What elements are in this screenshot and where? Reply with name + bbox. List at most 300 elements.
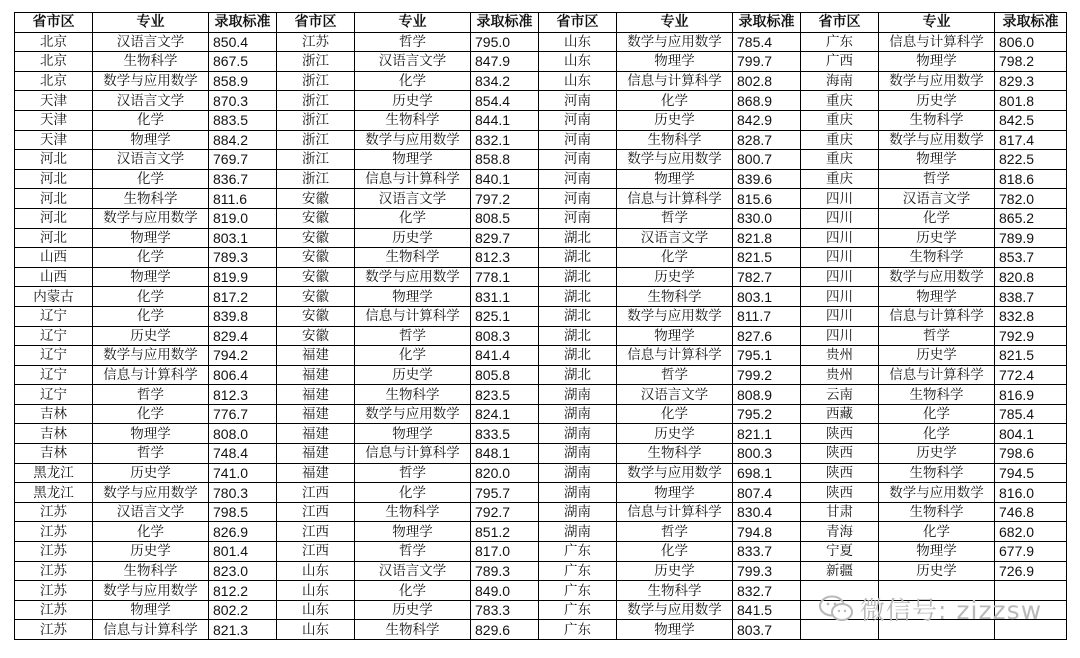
province-cell: 四川: [801, 326, 879, 346]
major-cell: 生物科学: [355, 620, 471, 640]
province-cell: 江苏: [15, 542, 93, 562]
score-cell: 698.1: [733, 463, 801, 483]
table-row: [15, 150, 1067, 170]
province-cell: 河北: [15, 208, 93, 228]
major-cell: 物理学: [355, 522, 471, 542]
province-cell: 湖北: [539, 228, 617, 248]
major-cell: 物理学: [617, 169, 733, 189]
score-cell: 829.6: [471, 620, 539, 640]
major-cell: 汉语言文学: [355, 52, 471, 72]
table-row: [15, 306, 1067, 326]
province-cell: 福建: [277, 365, 355, 385]
major-cell: 数学与应用数学: [879, 71, 995, 91]
score-cell: 682.0: [995, 522, 1067, 542]
watermark-text: 微信号: zizzsw: [860, 596, 1043, 625]
major-cell: 汉语言文学: [355, 189, 471, 209]
score-cell: 847.9: [471, 52, 539, 72]
score-cell: 800.3: [733, 444, 801, 464]
province-cell: 福建: [277, 404, 355, 424]
major-cell: 物理学: [617, 620, 733, 640]
score-cell: 801.4: [209, 542, 277, 562]
table-row: [15, 110, 1067, 130]
province-cell: 内蒙古: [15, 287, 93, 307]
province-cell: 福建: [277, 385, 355, 405]
table-row: [15, 130, 1067, 150]
major-cell: 数学与应用数学: [93, 71, 209, 91]
province-cell: 河北: [15, 189, 93, 209]
score-cell: 808.9: [733, 385, 801, 405]
score-cell: 853.7: [995, 248, 1067, 268]
admission-score-table: [14, 12, 1067, 640]
province-cell: 云南: [801, 385, 879, 405]
wechat-icon: [818, 595, 854, 623]
major-cell: 物理学: [617, 52, 733, 72]
table-header-row: [15, 13, 1067, 33]
major-cell: 数学与应用数学: [879, 483, 995, 503]
table-row: [15, 169, 1067, 189]
major-cell: 物理学: [93, 267, 209, 287]
score-cell: 832.1: [471, 130, 539, 150]
province-cell: 江西: [277, 483, 355, 503]
province-cell: 辽宁: [15, 306, 93, 326]
province-cell: 江苏: [15, 600, 93, 620]
score-cell: 798.6: [995, 444, 1067, 464]
province-cell: 河北: [15, 150, 93, 170]
score-cell: 795.0: [471, 32, 539, 52]
province-cell: 安徽: [277, 189, 355, 209]
province-cell: 浙江: [277, 110, 355, 130]
major-cell: 数学与应用数学: [355, 404, 471, 424]
score-cell: 785.4: [733, 32, 801, 52]
score-cell: 867.5: [209, 52, 277, 72]
major-cell: 汉语言文学: [355, 561, 471, 581]
table-row: [15, 32, 1067, 52]
province-cell: 湖南: [539, 385, 617, 405]
major-cell: 生物科学: [355, 248, 471, 268]
major-cell: 数学与应用数学: [879, 130, 995, 150]
major-cell: 生物科学: [355, 385, 471, 405]
major-cell: 生物科学: [617, 581, 733, 601]
province-cell: 广东: [539, 542, 617, 562]
major-cell: 化学: [93, 404, 209, 424]
province-cell: 安徽: [277, 287, 355, 307]
province-cell: 湖南: [539, 424, 617, 444]
score-cell: 842.9: [733, 110, 801, 130]
major-cell: 物理学: [617, 326, 733, 346]
score-cell: 884.2: [209, 130, 277, 150]
province-cell: 浙江: [277, 71, 355, 91]
province-cell: 安徽: [277, 267, 355, 287]
column-header: 专业: [879, 13, 995, 33]
score-cell: 815.6: [733, 189, 801, 209]
score-cell: 823.5: [471, 385, 539, 405]
province-cell: 广东: [539, 600, 617, 620]
score-cell: 829.4: [209, 326, 277, 346]
major-cell: 生物科学: [879, 248, 995, 268]
score-cell: 844.1: [471, 110, 539, 130]
score-cell: 789.3: [209, 248, 277, 268]
major-cell: 历史学: [617, 424, 733, 444]
major-cell: 汉语言文学: [617, 385, 733, 405]
major-cell: 历史学: [355, 228, 471, 248]
major-cell: 历史学: [355, 600, 471, 620]
table-row: [15, 542, 1067, 562]
score-cell: 831.1: [471, 287, 539, 307]
score-cell: 782.7: [733, 267, 801, 287]
province-cell: 安徽: [277, 208, 355, 228]
score-cell: 832.7: [733, 581, 801, 601]
province-cell: 浙江: [277, 130, 355, 150]
table-row: [15, 71, 1067, 91]
major-cell: 生物科学: [617, 444, 733, 464]
province-cell: 湖北: [539, 267, 617, 287]
major-cell: 化学: [93, 306, 209, 326]
major-cell: 汉语言文学: [879, 189, 995, 209]
major-cell: 物理学: [879, 150, 995, 170]
score-cell: 778.1: [471, 267, 539, 287]
province-cell: 河北: [15, 169, 93, 189]
province-cell: 福建: [277, 424, 355, 444]
province-cell: 四川: [801, 287, 879, 307]
column-header: 录取标准: [733, 13, 801, 33]
province-cell: 山西: [15, 267, 93, 287]
major-cell: 哲学: [879, 169, 995, 189]
score-cell: 799.3: [733, 561, 801, 581]
major-cell: 数学与应用数学: [617, 150, 733, 170]
major-cell: 哲学: [879, 326, 995, 346]
major-cell: 生物科学: [617, 287, 733, 307]
score-cell: 816.9: [995, 385, 1067, 405]
major-cell: 汉语言文学: [93, 32, 209, 52]
province-cell: 广东: [539, 620, 617, 640]
province-cell: 江苏: [15, 502, 93, 522]
score-cell: 800.7: [733, 150, 801, 170]
province-cell: 河北: [15, 228, 93, 248]
major-cell: 历史学: [879, 444, 995, 464]
column-header: 录取标准: [209, 13, 277, 33]
table-row: [15, 52, 1067, 72]
score-cell: 799.7: [733, 52, 801, 72]
province-cell: 安徽: [277, 306, 355, 326]
province-cell: 广东: [539, 561, 617, 581]
province-cell: 新疆: [801, 561, 879, 581]
score-cell: 833.5: [471, 424, 539, 444]
score-cell: 780.3: [209, 483, 277, 503]
score-cell: 799.2: [733, 365, 801, 385]
table-body: [15, 32, 1067, 639]
score-cell: 841.4: [471, 346, 539, 366]
major-cell: 生物科学: [93, 52, 209, 72]
major-cell: 数学与应用数学: [617, 600, 733, 620]
score-cell: 746.8: [995, 502, 1067, 522]
table-row: [15, 561, 1067, 581]
province-cell: 陕西: [801, 444, 879, 464]
province-cell: 青海: [801, 522, 879, 542]
major-cell: 数学与应用数学: [879, 267, 995, 287]
score-cell: 789.9: [995, 228, 1067, 248]
score-cell: 806.0: [995, 32, 1067, 52]
score-cell: 804.1: [995, 424, 1067, 444]
province-cell: 江西: [277, 502, 355, 522]
major-cell: 汉语言文学: [93, 91, 209, 111]
province-cell: 吉林: [15, 424, 93, 444]
major-cell: 信息与计算科学: [617, 346, 733, 366]
province-cell: 湖北: [539, 248, 617, 268]
province-cell: 湖北: [539, 346, 617, 366]
major-cell: 数学与应用数学: [93, 581, 209, 601]
score-cell: 817.4: [995, 130, 1067, 150]
province-cell: 天津: [15, 110, 93, 130]
score-cell: 819.9: [209, 267, 277, 287]
score-cell: 821.5: [733, 248, 801, 268]
major-cell: 数学与应用数学: [355, 130, 471, 150]
province-cell: 辽宁: [15, 346, 93, 366]
major-cell: 信息与计算科学: [355, 306, 471, 326]
major-cell: 历史学: [617, 267, 733, 287]
major-cell: 化学: [617, 542, 733, 562]
score-cell: 802.8: [733, 71, 801, 91]
table-row: [15, 385, 1067, 405]
score-cell: 794.2: [209, 346, 277, 366]
province-cell: 北京: [15, 52, 93, 72]
province-cell: 湖南: [539, 463, 617, 483]
major-cell: 物理学: [879, 52, 995, 72]
province-cell: 山东: [277, 581, 355, 601]
score-cell: 839.8: [209, 306, 277, 326]
score-cell: 808.5: [471, 208, 539, 228]
table-row: [15, 248, 1067, 268]
province-cell: 山西: [15, 248, 93, 268]
major-cell: 生物科学: [879, 502, 995, 522]
province-cell: 北京: [15, 71, 93, 91]
table-row: [15, 267, 1067, 287]
score-cell: 854.4: [471, 91, 539, 111]
major-cell: 哲学: [355, 463, 471, 483]
major-cell: 哲学: [617, 208, 733, 228]
score-cell: 785.4: [995, 404, 1067, 424]
province-cell: 河南: [539, 110, 617, 130]
score-cell: 808.3: [471, 326, 539, 346]
major-cell: 物理学: [355, 150, 471, 170]
major-cell: 汉语言文学: [93, 150, 209, 170]
province-cell: 海南: [801, 71, 879, 91]
major-cell: 数学与应用数学: [617, 463, 733, 483]
province-cell: 山东: [539, 32, 617, 52]
score-cell: 836.7: [209, 169, 277, 189]
major-cell: 历史学: [93, 326, 209, 346]
score-cell: 821.1: [733, 424, 801, 444]
column-header: 专业: [93, 13, 209, 33]
score-cell: 851.2: [471, 522, 539, 542]
major-cell: 信息与计算科学: [617, 189, 733, 209]
score-cell: 817.2: [209, 287, 277, 307]
score-cell: 802.2: [209, 600, 277, 620]
province-cell: 河南: [539, 91, 617, 111]
score-cell: 850.4: [209, 32, 277, 52]
province-cell: 湖南: [539, 483, 617, 503]
major-cell: 数学与应用数学: [617, 306, 733, 326]
province-cell: 重庆: [801, 91, 879, 111]
score-cell: 849.0: [471, 581, 539, 601]
score-cell: 816.0: [995, 483, 1067, 503]
major-cell: 生物科学: [355, 502, 471, 522]
province-cell: 重庆: [801, 110, 879, 130]
major-cell: 化学: [879, 424, 995, 444]
score-cell: 795.2: [733, 404, 801, 424]
table-row: [15, 424, 1067, 444]
table-row: [15, 189, 1067, 209]
major-cell: 物理学: [93, 130, 209, 150]
major-cell: 信息与计算科学: [355, 444, 471, 464]
major-cell: 历史学: [879, 91, 995, 111]
major-cell: 化学: [93, 287, 209, 307]
score-cell: 840.1: [471, 169, 539, 189]
major-cell: 化学: [355, 208, 471, 228]
score-cell: 848.1: [471, 444, 539, 464]
score-cell: 824.1: [471, 404, 539, 424]
province-cell: 山东: [277, 620, 355, 640]
table-row: [15, 228, 1067, 248]
province-cell: 贵州: [801, 346, 879, 366]
column-header: 省市区: [277, 13, 355, 33]
major-cell: 历史学: [355, 91, 471, 111]
province-cell: 安徽: [277, 228, 355, 248]
major-cell: 数学与应用数学: [93, 208, 209, 228]
score-cell: 812.3: [209, 385, 277, 405]
province-cell: 吉林: [15, 404, 93, 424]
major-cell: 哲学: [617, 365, 733, 385]
score-cell: 833.7: [733, 542, 801, 562]
province-cell: 浙江: [277, 169, 355, 189]
wechat-watermark: [818, 594, 1042, 624]
score-cell: 808.0: [209, 424, 277, 444]
province-cell: 四川: [801, 248, 879, 268]
province-cell: 河南: [539, 208, 617, 228]
major-cell: 历史学: [879, 228, 995, 248]
score-cell: 795.7: [471, 483, 539, 503]
score-cell: 823.0: [209, 561, 277, 581]
major-cell: 信息与计算科学: [879, 32, 995, 52]
province-cell: 四川: [801, 228, 879, 248]
table-row: [15, 208, 1067, 228]
province-cell: 江西: [277, 522, 355, 542]
province-cell: 安徽: [277, 326, 355, 346]
major-cell: 物理学: [879, 542, 995, 562]
score-cell: 776.7: [209, 404, 277, 424]
score-cell: 830.4: [733, 502, 801, 522]
score-cell: 827.6: [733, 326, 801, 346]
score-cell: 741.0: [209, 463, 277, 483]
major-cell: 信息与计算科学: [93, 620, 209, 640]
score-cell: 801.8: [995, 91, 1067, 111]
major-cell: 化学: [617, 248, 733, 268]
province-cell: 重庆: [801, 169, 879, 189]
major-cell: 化学: [355, 346, 471, 366]
column-header: 省市区: [801, 13, 879, 33]
major-cell: 生物科学: [879, 463, 995, 483]
province-cell: 陕西: [801, 424, 879, 444]
province-cell: 辽宁: [15, 385, 93, 405]
major-cell: 汉语言文学: [93, 502, 209, 522]
score-cell: 677.9: [995, 542, 1067, 562]
score-cell: 805.8: [471, 365, 539, 385]
score-cell: 783.3: [471, 600, 539, 620]
province-cell: 四川: [801, 267, 879, 287]
score-cell: 726.9: [995, 561, 1067, 581]
major-cell: 哲学: [355, 32, 471, 52]
province-cell: 湖北: [539, 287, 617, 307]
score-cell: 812.2: [209, 581, 277, 601]
score-cell: 803.7: [733, 620, 801, 640]
score-cell: 829.7: [471, 228, 539, 248]
major-cell: 汉语言文学: [617, 228, 733, 248]
major-cell: 哲学: [617, 522, 733, 542]
score-cell: 825.1: [471, 306, 539, 326]
score-cell: 821.8: [733, 228, 801, 248]
table-row: [15, 91, 1067, 111]
column-header: 录取标准: [471, 13, 539, 33]
major-cell: 化学: [93, 110, 209, 130]
major-cell: 化学: [93, 522, 209, 542]
score-cell: 829.3: [995, 71, 1067, 91]
score-cell: 820.0: [471, 463, 539, 483]
major-cell: 化学: [355, 71, 471, 91]
province-cell: 湖南: [539, 404, 617, 424]
score-cell: 792.7: [471, 502, 539, 522]
major-cell: 化学: [879, 522, 995, 542]
province-cell: 湖北: [539, 365, 617, 385]
province-cell: 广东: [801, 32, 879, 52]
major-cell: 数学与应用数学: [93, 346, 209, 366]
column-header: 专业: [617, 13, 733, 33]
major-cell: 生物科学: [617, 130, 733, 150]
score-cell: 822.5: [995, 150, 1067, 170]
column-header: 专业: [355, 13, 471, 33]
province-cell: 四川: [801, 208, 879, 228]
major-cell: 哲学: [355, 326, 471, 346]
province-cell: 黑龙江: [15, 463, 93, 483]
province-cell: 辽宁: [15, 326, 93, 346]
score-cell: 794.5: [995, 463, 1067, 483]
major-cell: 生物科学: [879, 110, 995, 130]
score-cell: 868.9: [733, 91, 801, 111]
province-cell: 江西: [277, 542, 355, 562]
province-cell: 陕西: [801, 463, 879, 483]
major-cell: 信息与计算科学: [617, 502, 733, 522]
score-cell: 819.0: [209, 208, 277, 228]
major-cell: 历史学: [355, 365, 471, 385]
province-cell: 甘肃: [801, 502, 879, 522]
major-cell: 信息与计算科学: [879, 306, 995, 326]
admission-table-container: [14, 12, 1066, 640]
major-cell: 数学与应用数学: [355, 267, 471, 287]
score-cell: 841.5: [733, 600, 801, 620]
major-cell: 物理学: [93, 228, 209, 248]
table-row: [15, 287, 1067, 307]
table-row: [15, 522, 1067, 542]
province-cell: 山东: [277, 600, 355, 620]
province-cell: 江苏: [277, 32, 355, 52]
major-cell: 信息与计算科学: [617, 71, 733, 91]
province-cell: 黑龙江: [15, 483, 93, 503]
major-cell: 化学: [93, 169, 209, 189]
province-cell: 天津: [15, 91, 93, 111]
score-cell: 834.2: [471, 71, 539, 91]
major-cell: 化学: [879, 404, 995, 424]
major-cell: 历史学: [93, 542, 209, 562]
province-cell: 天津: [15, 130, 93, 150]
major-cell: 信息与计算科学: [93, 365, 209, 385]
